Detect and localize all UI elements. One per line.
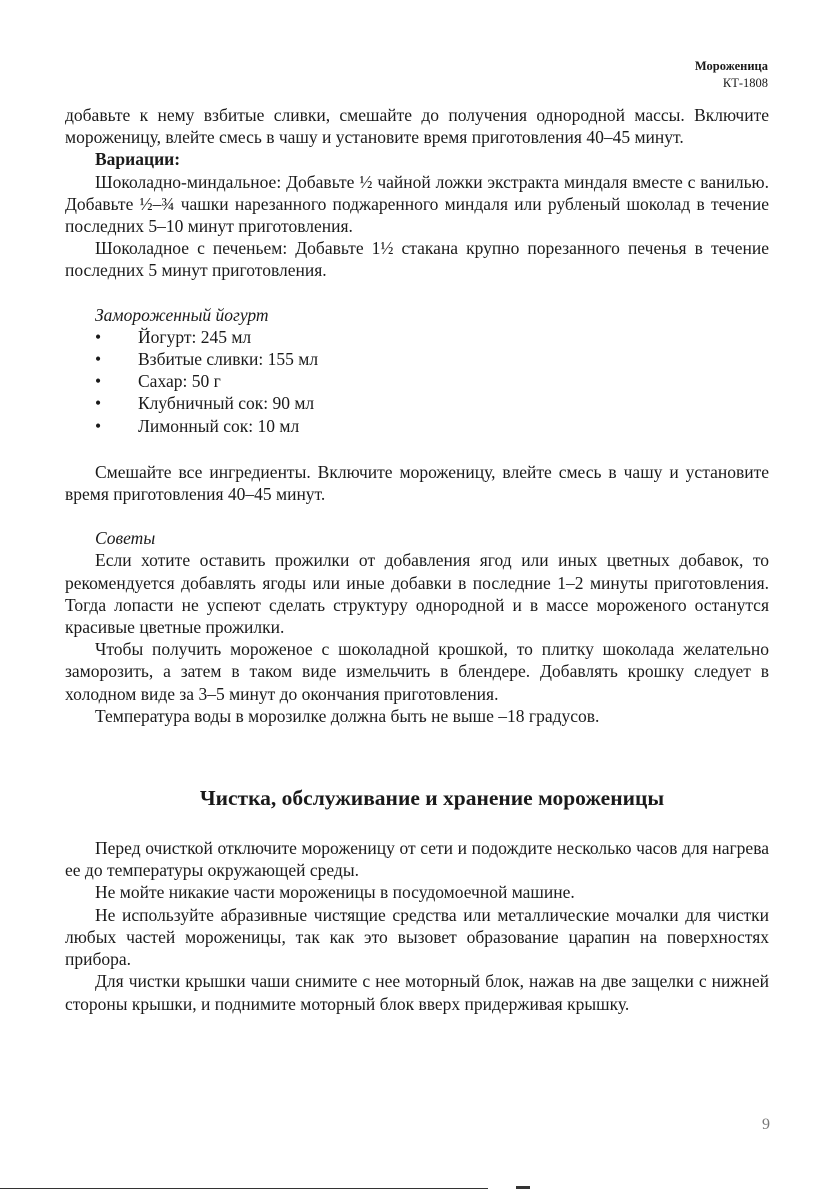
list-item: • Взбитые сливки: 155 мл	[65, 348, 769, 370]
footer-rule	[0, 1188, 488, 1189]
footer-mark	[516, 1186, 530, 1189]
cleaning-paragraph: Не мойте никакие части мороженицы в посудомоечной машине.	[95, 882, 575, 903]
list-item: • Клубничный сок: 90 мл	[65, 392, 769, 414]
frozen-yogurt-title: Замороженный йогурт	[95, 304, 269, 325]
list-item: • Сахар: 50 г	[65, 370, 769, 392]
variation-paragraph: Шоколадно-миндальное: Добавьте ½ чайной ложки экстракта миндаля вместе с ванилью. Добавьте ½–¾ чашки нарезанного поджаренного миндаля или рубленый шоколад в течение последних 5–10 минут приготовления.	[65, 171, 769, 237]
continuation-paragraph: добавьте к нему взбитые сливки, смешайте до получения однородной массы. Включите мороженицу, влейте смесь в чашу и установите время приготовления 40–45 минут.	[65, 105, 769, 148]
list-item: • Лимонный сок: 10 мл	[65, 415, 769, 437]
yogurt-instruction: Смешайте все ингредиенты. Включите мороженицу, влейте смесь в чашу и установите время приготовления 40–45 минут.	[65, 461, 769, 505]
variation-paragraph: Шоколадное с печеньем: Добавьте 1½ стакана крупно порезанного печенья в течение последних 5 минут приготовления.	[65, 238, 769, 281]
tips-title: Советы	[95, 528, 156, 549]
header-brand: Мороженица	[694, 59, 768, 73]
cleaning-paragraph: Для чистки крышки чаши снимите с нее моторный блок, нажав на две защелки с нижней стороны крышки, и поднимите моторный блок вверх придерживая крышку.	[65, 971, 769, 1014]
tip-paragraph: Если хотите оставить прожилки от добавления ягод или иных цветных добавок, то рекомендуется добавлять ягоды или иные добавки в последние 1–2 минуты приготовления. Тогда лопасти не успеют сделать структуру однородной и в массе мороженого останутся красивые цветные прожилки.	[65, 550, 769, 638]
cleaning-paragraph: Перед очисткой отключите мороженицу от сети и подождите несколько часов для нагрева ее до температуры окружающей среды.	[65, 838, 769, 881]
variations-heading: Вариации:	[95, 149, 181, 170]
cleaning-paragraph: Не используйте абразивные чистящие средства или металлические мочалки для чистки любых частей мороженицы, так как это вызовет образование царапин на поверхностях прибора.	[65, 904, 769, 970]
ingredients-list	[65, 326, 769, 437]
section-title: Чистка, обслуживание и хранение мороженицы	[199, 786, 665, 811]
page-content	[65, 104, 769, 1015]
header-model: КТ-1808	[722, 76, 768, 90]
page-number: 9	[762, 1116, 770, 1133]
tip-paragraph: Температура воды в морозилке должна быть не выше –18 градусов.	[95, 705, 600, 726]
page-header	[695, 58, 768, 92]
tip-paragraph: Чтобы получить мороженое с шоколадной крошкой, то плитку шоколада желательно заморозить, а затем в таком виде измельчить в блендере. Добавлять крошку следует в холодном виде за 3–5 минут до окончания приготовления.	[65, 639, 769, 704]
list-item: • Йогурт: 245 мл	[65, 326, 769, 348]
